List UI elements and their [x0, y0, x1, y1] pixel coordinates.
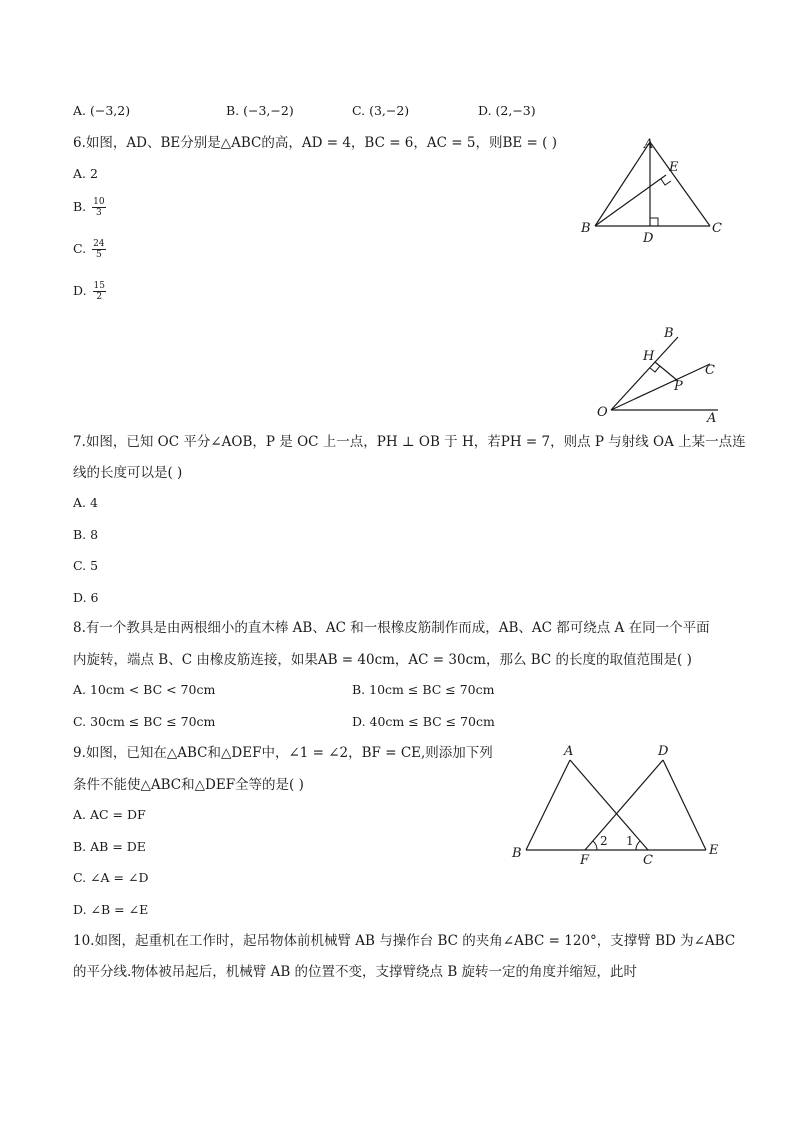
q5-option-d: D. (2,−3)	[478, 103, 536, 118]
q9-angle-2-arc	[593, 841, 597, 850]
q6-option-a: A. 2	[73, 166, 98, 181]
q9-side-df	[585, 760, 663, 850]
q7-label-h: H	[643, 349, 655, 364]
q9-option-c: C. ∠A = ∠D	[73, 870, 149, 885]
q9-label-d: D	[658, 744, 669, 759]
q8-stem-line2: 内旋转，端点 B、C 由橡皮筋连接，如果AB = 40cm，AC = 30cm，那么 BC 的长度的取值范围是( )	[73, 652, 692, 668]
q7-option-a: A. 4	[73, 495, 98, 510]
q7-label-o: O	[597, 405, 608, 420]
q9-side-ac	[570, 760, 648, 850]
q9-label-angle-2: 2	[600, 834, 608, 848]
q7-ray-oc	[611, 364, 710, 410]
q8-stem-line1: 8.有一个教具是由两根细小的直木棒 AB、AC 和一根橡皮筋制作而成，AB、AC 都可绕点 A 在同一个平面	[73, 620, 710, 636]
q6-option-c-fraction	[92, 239, 105, 260]
q8-option-b: B. 10cm ≤ BC ≤ 70cm	[352, 682, 495, 697]
q6-right-angle-e	[661, 179, 671, 185]
q7-stem-line1: 7.如图，已知 OC 平分∠AOB，P 是 OC 上一点，PH ⊥ OB 于 H，若PH = 7，则点 P 与射线 OA 上某一点连	[73, 434, 746, 450]
q9-stem-line1: 9.如图，已知在△ABC和△DEF中，∠1 = ∠2，BF = CE,则添加下列	[73, 745, 493, 761]
q6-side-ac	[650, 142, 710, 226]
q6-right-angle-d	[650, 218, 658, 226]
q8-option-a: A. 10cm < BC < 70cm	[73, 682, 216, 697]
q6-option-b-numerator: 10	[93, 197, 105, 207]
q9-stem-line2: 条件不能使△ABC和△DEF全等的是( )	[73, 777, 304, 793]
q9-angle-1-arc	[636, 841, 640, 850]
q6-label-c: C	[712, 221, 722, 236]
q5-option-a: A. (−3,2)	[73, 103, 131, 118]
q6-label-b: B	[581, 221, 591, 236]
q6-option-b	[73, 197, 106, 218]
q6-option-b-prefix: B.	[73, 199, 87, 214]
q7-label-b: B	[664, 326, 674, 341]
q6-option-d-prefix: D.	[73, 283, 87, 298]
q9-label-f: F	[580, 853, 590, 868]
q7-option-d: D. 6	[73, 590, 99, 605]
q5-option-c: C. (3,−2)	[352, 103, 410, 118]
q6-option-d-numerator: 15	[93, 281, 105, 291]
q6-stem: 6.如图，AD、BE分别是△ABC的高，AD = 4，BC = 6，AC = 5，则BE = ( )	[73, 135, 557, 151]
q9-label-c: C	[643, 853, 653, 868]
q5-option-b: B. (−3,−2)	[226, 103, 294, 118]
q7-option-c: C. 5	[73, 558, 99, 573]
q9-side-de	[663, 760, 706, 850]
q9-side-ab	[526, 760, 570, 850]
q7-label-a: A	[707, 411, 717, 426]
q6-option-d-denominator: 2	[96, 292, 103, 302]
q6-label-e: E	[669, 160, 679, 175]
q10-stem-line1: 10.如图，起重机在工作时，起吊物体前机械臂 AB 与操作台 BC 的夹角∠ABC = 120°，支撑臂 BD 为∠ABC	[73, 933, 736, 949]
q6-option-c	[73, 239, 106, 260]
q9-option-d: D. ∠B = ∠E	[73, 902, 149, 917]
q9-triangles-figure	[508, 740, 728, 870]
q6-option-d	[73, 281, 106, 302]
q6-label-d: D	[643, 231, 654, 246]
q7-right-angle-h	[650, 366, 660, 372]
q7-ray-ob	[611, 337, 678, 410]
q7-label-p: P	[674, 379, 683, 394]
q6-option-d-fraction	[93, 281, 106, 302]
q8-option-c: C. 30cm ≤ BC ≤ 70cm	[73, 714, 216, 729]
q6-option-b-fraction	[92, 197, 105, 218]
q6-triangle-figure	[577, 134, 727, 244]
q6-label-a: A	[644, 137, 654, 152]
q7-option-b: B. 8	[73, 527, 99, 542]
q6-option-c-prefix: C.	[73, 241, 87, 256]
q9-label-a: A	[564, 744, 574, 759]
q9-label-angle-1: 1	[626, 834, 634, 848]
q7-angle-figure	[593, 322, 723, 426]
q9-label-b: B	[512, 846, 522, 861]
q8-option-d: D. 40cm ≤ BC ≤ 70cm	[352, 714, 495, 729]
q6-option-b-denominator: 3	[96, 208, 102, 218]
q7-stem-line2: 线的长度可以是( )	[73, 465, 183, 481]
q9-label-e: E	[709, 843, 719, 858]
q7-label-c: C	[705, 363, 715, 378]
q6-side-ab	[595, 142, 650, 226]
q6-option-c-denominator: 5	[95, 250, 102, 260]
q9-option-a: A. AC = DF	[73, 807, 146, 822]
q10-stem-line2: 的平分线.物体被吊起后，机械臂 AB 的位置不变，支撑臂绕点 B 旋转一定的角度并缩短，此时	[73, 964, 638, 980]
q9-option-b: B. AB = DE	[73, 839, 146, 854]
q6-option-c-numerator: 24	[93, 239, 105, 249]
